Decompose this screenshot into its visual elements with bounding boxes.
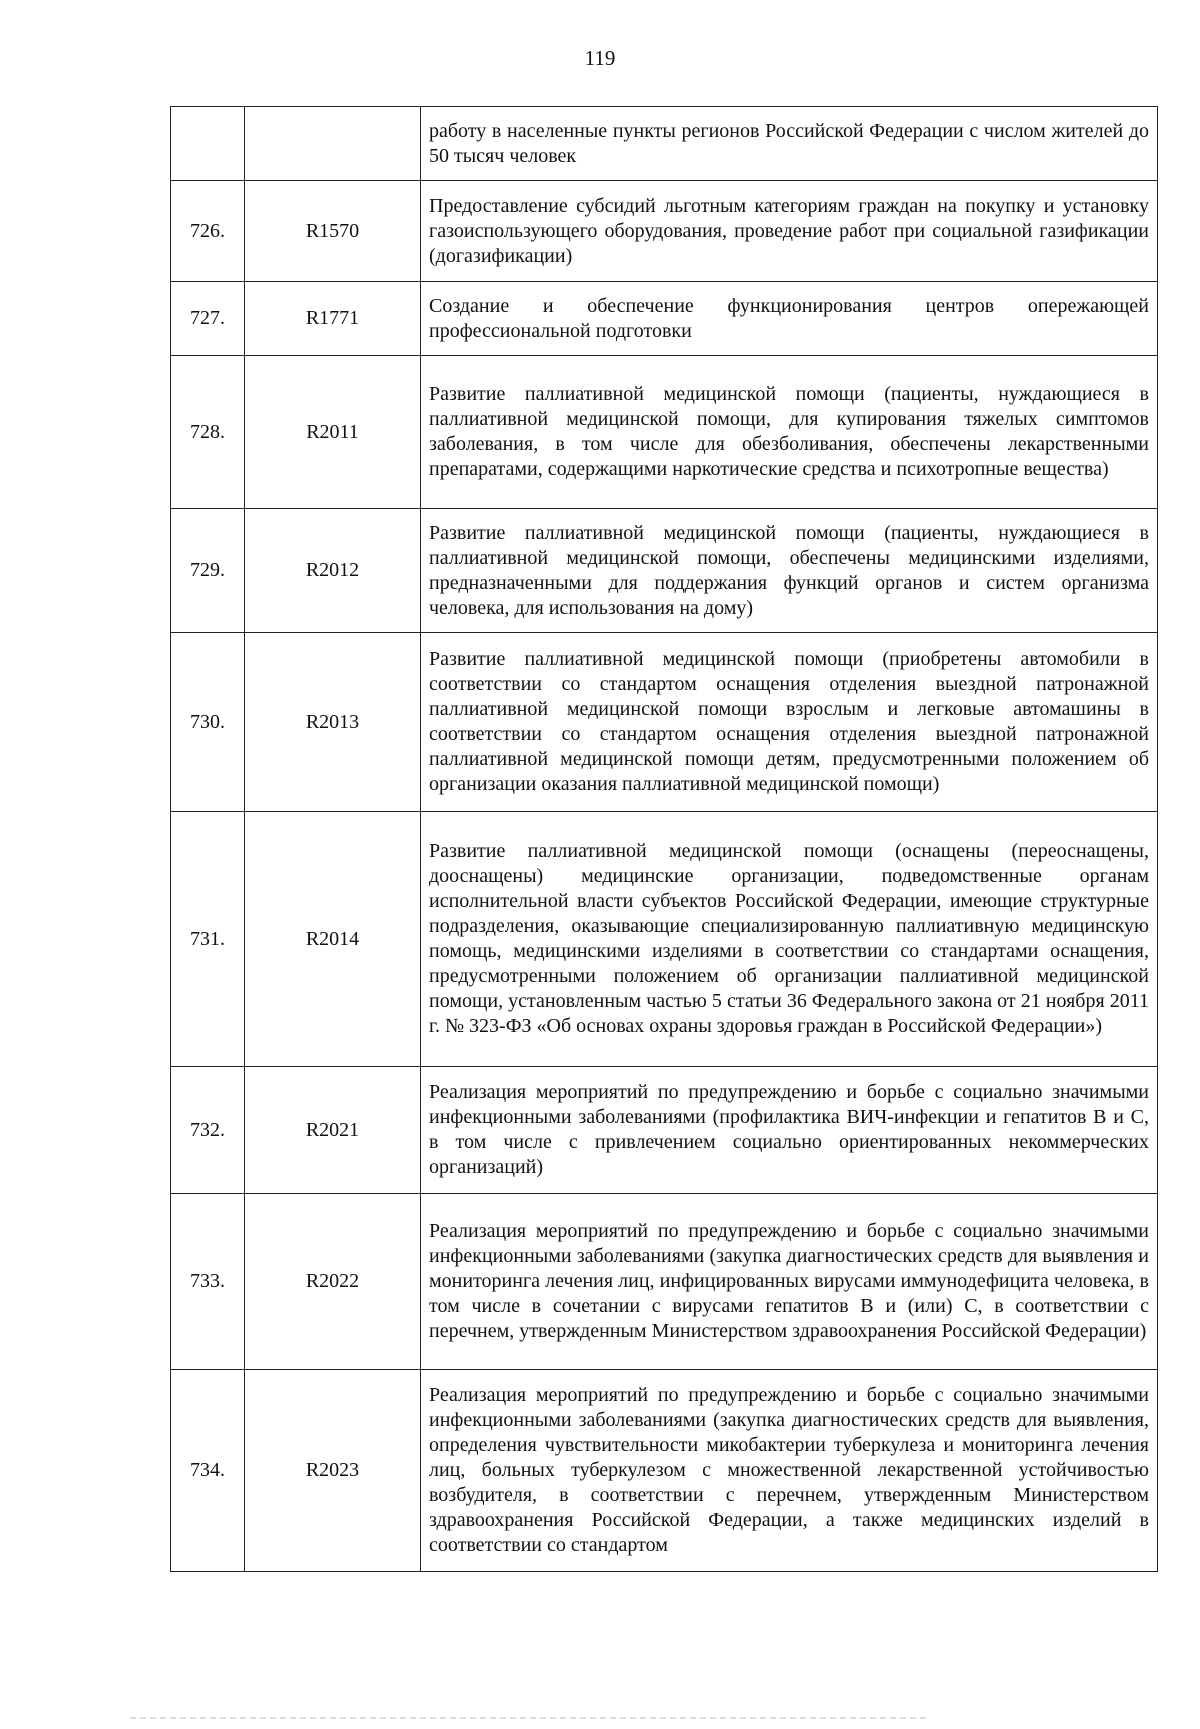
row-code: R2011 xyxy=(245,356,421,509)
table-row xyxy=(171,509,1158,633)
row-description: Реализация мероприятий по предупреждению и борьбе с социально значимыми инфекционными заболеваниями (профилактика ВИЧ-инфекции и гепатитов B и C, в том числе с привлечением социально ориентированных некоммерческих организаций) xyxy=(421,1067,1158,1194)
row-code: R1771 xyxy=(245,282,421,356)
row-code: R2013 xyxy=(245,633,421,812)
row-number xyxy=(171,107,245,181)
row-description: Предоставление субсидий льготным категориям граждан на покупку и установку газоиспользующего оборудования, проведение работ при социальной газификации (догазификации) xyxy=(421,181,1158,282)
row-description: Создание и обеспечение функционирования центров опережающей профессиональной подготовки xyxy=(421,282,1158,356)
page-number: 119 xyxy=(584,46,616,70)
row-number: 727. xyxy=(171,282,245,356)
row-number: 730. xyxy=(171,633,245,812)
table-row xyxy=(171,282,1158,356)
row-code xyxy=(245,107,421,181)
row-number: 728. xyxy=(171,356,245,509)
row-number: 729. xyxy=(171,509,245,633)
table-row xyxy=(171,107,1158,181)
table-row xyxy=(171,1194,1158,1370)
row-number: 731. xyxy=(171,812,245,1067)
table-row xyxy=(171,812,1158,1067)
row-number: 732. xyxy=(171,1067,245,1194)
row-description: Развитие паллиативной медицинской помощи (приобретены автомобили в соответствии со стандартом оснащения отделения выездной патронажной паллиативной медицинской помощи взрослым и легковые автомашины в соответствии со стандартом оснащения отделения выездной патронажной паллиативной медицинской помощи детям, предусмотренными положением об организации оказания паллиативной медицинской помощи) xyxy=(421,633,1158,812)
table-row xyxy=(171,356,1158,509)
row-code: R1570 xyxy=(245,181,421,282)
row-code: R2023 xyxy=(245,1370,421,1572)
row-code: R2014 xyxy=(245,812,421,1067)
budget-codes-table xyxy=(170,106,1158,1572)
table-row xyxy=(171,633,1158,812)
table-row xyxy=(171,1067,1158,1194)
row-description: Реализация мероприятий по предупреждению и борьбе с социально значимыми инфекционными заболеваниями (закупка диагностических средств для выявления, определения чувствительности микобактерии туберкулеза и мониторинга лечения лиц, больных туберкулезом с множественной лекарственной устойчивостью возбудителя, в соответствии с перечнем, утвержденным Министерством здравоохранения Российской Федерации, а также медицинских изделий в соответствии со стандартом xyxy=(421,1370,1158,1572)
row-description: Развитие паллиативной медицинской помощи (пациенты, нуждающиеся в паллиативной медицинской помощи, обеспечены медицинскими изделиями, предназначенными для поддержания функций органов и систем организма человека, для использования на дому) xyxy=(421,509,1158,633)
row-number: 733. xyxy=(171,1194,245,1370)
row-description: Реализация мероприятий по предупреждению и борьбе с социально значимыми инфекционными заболеваниями (закупка диагностических средств для выявления и мониторинга лечения лиц, инфицированных вирусами иммунодефицита человека, в том числе в сочетании с вирусами гепатитов B и (или) C, в соответствии с перечнем, утвержденным Министерством здравоохранения Российской Федерации) xyxy=(421,1194,1158,1370)
row-code: R2012 xyxy=(245,509,421,633)
row-description: Развитие паллиативной медицинской помощи (пациенты, нуждающиеся в паллиативной медицинской помощи, для купирования тяжелых симптомов заболевания, в том числе для обезболивания, обеспечены лекарственными препаратами, содержащими наркотические средства и психотропные вещества) xyxy=(421,356,1158,509)
row-number: 734. xyxy=(171,1370,245,1572)
row-description: работу в населенные пункты регионов Российской Федерации с числом жителей до 50 тысяч человек xyxy=(421,107,1158,181)
row-description: Развитие паллиативной медицинской помощи (оснащены (переоснащены, дооснащены) медицинские организации, подведомственные органам исполнительной власти субъектов Российской Федерации, имеющие структурные подразделения, оказывающие специализированную паллиативную медицинскую помощь, медицинскими изделиями в соответствии со стандартами оснащения, предусмотренными положением об организации паллиативной медицинской помощи, установленным частью 5 статьи 36 Федерального закона от 21 ноября 2011 г. № 323-ФЗ «Об основах охраны здоровья граждан в Российской Федерации») xyxy=(421,812,1158,1067)
table-row xyxy=(171,181,1158,282)
row-number: 726. xyxy=(171,181,245,282)
table-row xyxy=(171,1370,1158,1572)
row-code: R2022 xyxy=(245,1194,421,1370)
row-code: R2021 xyxy=(245,1067,421,1194)
scan-artifact-line xyxy=(130,1717,930,1719)
